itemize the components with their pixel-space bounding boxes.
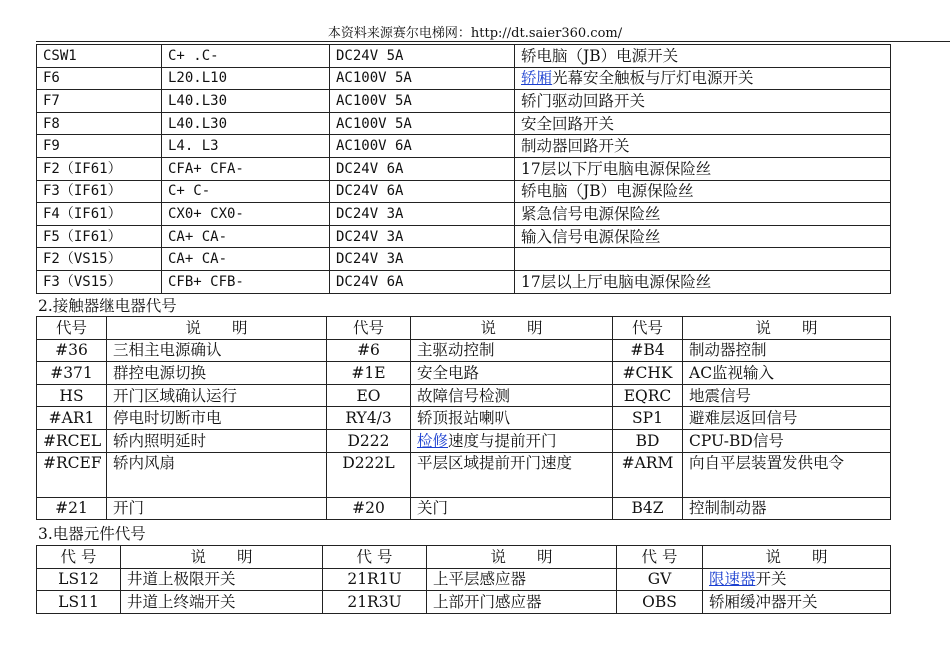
table-cell: DC24V 3A (330, 248, 515, 271)
table-cell: DC24V 5A (330, 45, 515, 68)
table-row (37, 203, 891, 226)
code-cell: BD (613, 429, 683, 452)
relay-code-table (36, 316, 891, 520)
table-row (37, 248, 891, 271)
description-cell: 避难层返回信号 (683, 407, 891, 430)
code-cell: #CHK (613, 362, 683, 385)
column-header: 说 明 (703, 546, 891, 569)
table-cell: AC100V 5A (330, 90, 515, 113)
column-header: 代 号 (37, 546, 121, 569)
column-header: 代 号 (617, 546, 703, 569)
code-cell: HS (37, 384, 107, 407)
description-cell: 主驱动控制 (411, 339, 613, 362)
code-cell: 21R1U (323, 568, 427, 591)
table-cell: DC24V 3A (330, 225, 515, 248)
column-header: 说 明 (683, 317, 891, 340)
code-cell: D222L (327, 452, 411, 497)
section-3-title: 3.电器元件代号 (38, 525, 146, 543)
table-cell: L4. L3 (162, 135, 330, 158)
table-row (37, 270, 891, 293)
description-cell: 故障信号检测 (411, 384, 613, 407)
table-row (37, 45, 891, 68)
description-cell: 向自平层装置发供电令 (683, 452, 891, 497)
table-cell: F3（IF61） (37, 180, 162, 203)
cell-text: 速度与提前开门 (448, 431, 557, 450)
code-cell: #21 (37, 497, 107, 520)
cell-text: 开关 (755, 570, 787, 589)
table-cell: DC24V 6A (330, 180, 515, 203)
code-cell: 21R3U (323, 591, 427, 614)
table-row (37, 157, 891, 180)
code-cell: #371 (37, 362, 107, 385)
table-cell: F2（VS15） (37, 248, 162, 271)
table-row (37, 407, 891, 430)
table-cell: F2（IF61） (37, 157, 162, 180)
description-cell: 上平层感应器 (427, 568, 617, 591)
table-cell: 轿电脑（JB）电源保险丝 (515, 180, 891, 203)
table-cell: L20.L10 (162, 67, 330, 90)
code-cell: EQRC (613, 384, 683, 407)
description-cell: 制动器控制 (683, 339, 891, 362)
table-cell: 制动器回路开关 (515, 135, 891, 158)
description-cell: 开门区域确认运行 (107, 384, 327, 407)
code-cell: SP1 (613, 407, 683, 430)
description-cell: 轿内照明延时 (107, 429, 327, 452)
code-cell: #AR1 (37, 407, 107, 430)
table-header-row (37, 317, 891, 340)
code-cell: #36 (37, 339, 107, 362)
code-cell: #B4 (613, 339, 683, 362)
table-cell: F4（IF61） (37, 203, 162, 226)
table-cell: CA+ CA- (162, 248, 330, 271)
table-cell (515, 248, 891, 271)
column-header: 代号 (37, 317, 107, 340)
code-cell: #RCEF (37, 452, 107, 497)
description-cell: 开门 (107, 497, 327, 520)
table-cell: F3（VS15） (37, 270, 162, 293)
table-row (37, 568, 891, 591)
description-cell: 井道上极限开关 (121, 568, 323, 591)
table-cell: CFA+ CFA- (162, 157, 330, 180)
table-row (37, 180, 891, 203)
table-cell: F8 (37, 112, 162, 135)
table-row (37, 591, 891, 614)
table-cell: C+ C- (162, 180, 330, 203)
description-cell: 轿内风扇 (107, 452, 327, 497)
table-cell: CA+ CA- (162, 225, 330, 248)
code-cell: GV (617, 568, 703, 591)
code-cell: #RCEL (37, 429, 107, 452)
table-cell: 输入信号电源保险丝 (515, 225, 891, 248)
table-cell: F9 (37, 135, 162, 158)
code-cell: EO (327, 384, 411, 407)
table-cell (703, 568, 891, 591)
table-row (37, 362, 891, 385)
table-row (37, 67, 891, 90)
code-cell: LS11 (37, 591, 121, 614)
code-cell: OBS (617, 591, 703, 614)
table-cell: CFB+ CFB- (162, 270, 330, 293)
code-cell: #6 (327, 339, 411, 362)
header-rule (36, 41, 950, 42)
description-cell: 控制制动器 (683, 497, 891, 520)
table-row (37, 90, 891, 113)
table-cell: 轿门驱动回路开关 (515, 90, 891, 113)
table-row (37, 429, 891, 452)
table-cell (411, 429, 613, 452)
table-cell: F5（IF61） (37, 225, 162, 248)
table-cell: AC100V 5A (330, 112, 515, 135)
table-cell: L40.L30 (162, 90, 330, 113)
column-header: 说 明 (121, 546, 323, 569)
hyperlink[interactable]: 限速器 (709, 570, 756, 589)
column-header: 说 明 (107, 317, 327, 340)
fuse-switch-table (36, 44, 891, 294)
section-2-title: 2.接触器继电器代号 (38, 297, 177, 315)
table-cell: CX0+ CX0- (162, 203, 330, 226)
table-cell: L40.L30 (162, 112, 330, 135)
table-cell: 紧急信号电源保险丝 (515, 203, 891, 226)
table-cell: AC100V 6A (330, 135, 515, 158)
table-row (37, 339, 891, 362)
column-header: 代号 (327, 317, 411, 340)
component-code-table (36, 545, 891, 614)
cell-text: 光幕安全触板与厅灯电源开关 (552, 69, 754, 88)
description-cell: 群控电源切换 (107, 362, 327, 385)
description-cell: 地震信号 (683, 384, 891, 407)
table-cell: F6 (37, 67, 162, 90)
hyperlink[interactable]: 轿厢 (521, 69, 553, 88)
description-cell: 平层区域提前开门速度 (411, 452, 613, 497)
description-cell: 安全电路 (411, 362, 613, 385)
column-header: 代 号 (323, 546, 427, 569)
table-cell: DC24V 6A (330, 157, 515, 180)
code-cell: #1E (327, 362, 411, 385)
description-cell: 上部开门感应器 (427, 591, 617, 614)
table-cell: CSW1 (37, 45, 162, 68)
description-cell: AC监视输入 (683, 362, 891, 385)
table-cell: C+ .C- (162, 45, 330, 68)
column-header: 代号 (613, 317, 683, 340)
column-header: 说 明 (427, 546, 617, 569)
source-header: 本资料来源赛尔电梯网：http://dt.saier360.com/ (327, 26, 623, 41)
hyperlink[interactable]: 检修 (417, 431, 449, 450)
table-cell: 17层以上厅电脑电源保险丝 (515, 270, 891, 293)
table-row (37, 135, 891, 158)
description-cell: 关门 (411, 497, 613, 520)
table-cell: 17层以下厅电脑电源保险丝 (515, 157, 891, 180)
code-cell: LS12 (37, 568, 121, 591)
table-row (37, 225, 891, 248)
description-cell: 井道上终端开关 (121, 591, 323, 614)
description-cell: CPU-BD信号 (683, 429, 891, 452)
table-row (37, 452, 891, 497)
code-cell: #20 (327, 497, 411, 520)
table-cell (515, 67, 891, 90)
table-cell: 轿电脑（JB）电源开关 (515, 45, 891, 68)
description-cell: 轿厢缓冲器开关 (703, 591, 891, 614)
table-row (37, 497, 891, 520)
table-row (37, 112, 891, 135)
code-cell: D222 (327, 429, 411, 452)
code-cell: RY4/3 (327, 407, 411, 430)
description-cell: 轿顶报站喇叭 (411, 407, 613, 430)
table-cell: DC24V 6A (330, 270, 515, 293)
table-row (37, 384, 891, 407)
table-header-row (37, 546, 891, 569)
description-cell: 三相主电源确认 (107, 339, 327, 362)
table-cell: 安全回路开关 (515, 112, 891, 135)
table-cell: F7 (37, 90, 162, 113)
code-cell: B4Z (613, 497, 683, 520)
table-cell: AC100V 5A (330, 67, 515, 90)
table-cell: DC24V 3A (330, 203, 515, 226)
column-header: 说 明 (411, 317, 613, 340)
code-cell: #ARM (613, 452, 683, 497)
description-cell: 停电时切断市电 (107, 407, 327, 430)
